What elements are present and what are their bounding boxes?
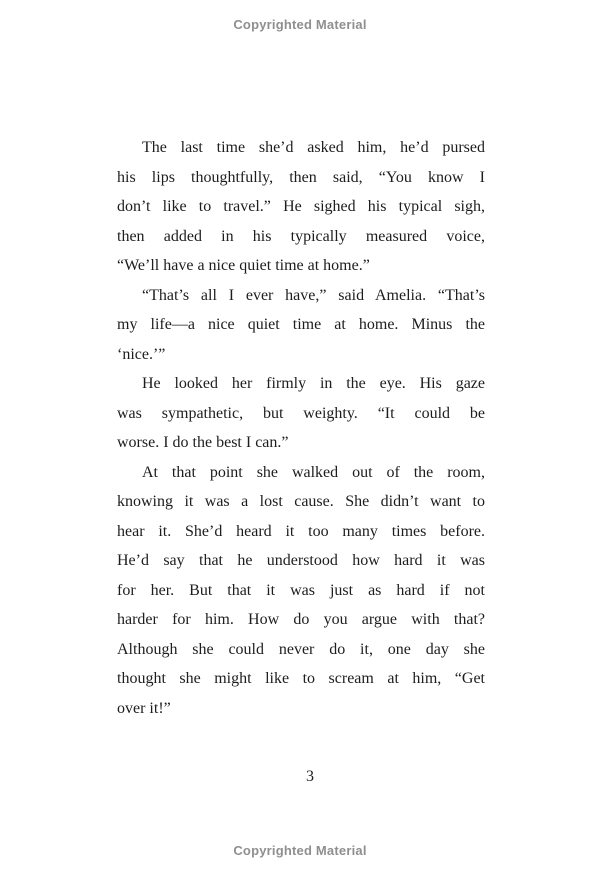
text-line: over it!” xyxy=(117,699,171,717)
text-line: “We’ll have a nice quiet time at home.” xyxy=(117,257,370,274)
page-number: 3 xyxy=(306,768,314,785)
text-line: Although she could never do it, one day she xyxy=(117,640,485,658)
paragraph xyxy=(117,281,485,370)
text-line: At that point she walked out of the room, xyxy=(142,463,485,481)
text-line: He’d say that he understood how hard it was xyxy=(117,552,485,569)
text-line: then added in his typically measured voice, xyxy=(117,227,485,245)
paragraph xyxy=(117,458,485,724)
text-line: The last time she’d asked him, he’d pursed xyxy=(142,139,485,156)
text-line: He looked her firmly in the eye. His gaze xyxy=(142,375,485,392)
text-line: ‘nice.’” xyxy=(117,345,166,363)
text-line: worse. I do the best I can.” xyxy=(117,434,289,451)
text-block xyxy=(117,133,485,723)
text-line: my life—a nice quiet time at home. Minus the xyxy=(117,316,485,333)
paragraph xyxy=(117,369,485,458)
text-line: for her. But that it was just as hard if not xyxy=(117,581,485,599)
copyright-notice-top: Copyrighted Material xyxy=(233,17,367,32)
text-line: knowing it was a lost cause. She didn’t want to xyxy=(117,493,485,510)
copyright-notice-bottom: Copyrighted Material xyxy=(233,843,367,858)
text-line: hear it. She’d heard it too many times before. xyxy=(117,522,485,540)
paragraph xyxy=(117,133,485,281)
text-line: was sympathetic, but weighty. “It could be xyxy=(117,404,485,422)
text-line: harder for him. How do you argue with that? xyxy=(117,611,485,628)
text-line: don’t like to travel.” He sighed his typical sigh, xyxy=(117,198,485,215)
text-line: his lips thoughtfully, then said, “You know I xyxy=(117,168,485,186)
text-line: “That’s all I ever have,” said Amelia. “That’s xyxy=(142,286,485,304)
text-line: thought she might like to scream at him, “Get xyxy=(117,670,485,687)
